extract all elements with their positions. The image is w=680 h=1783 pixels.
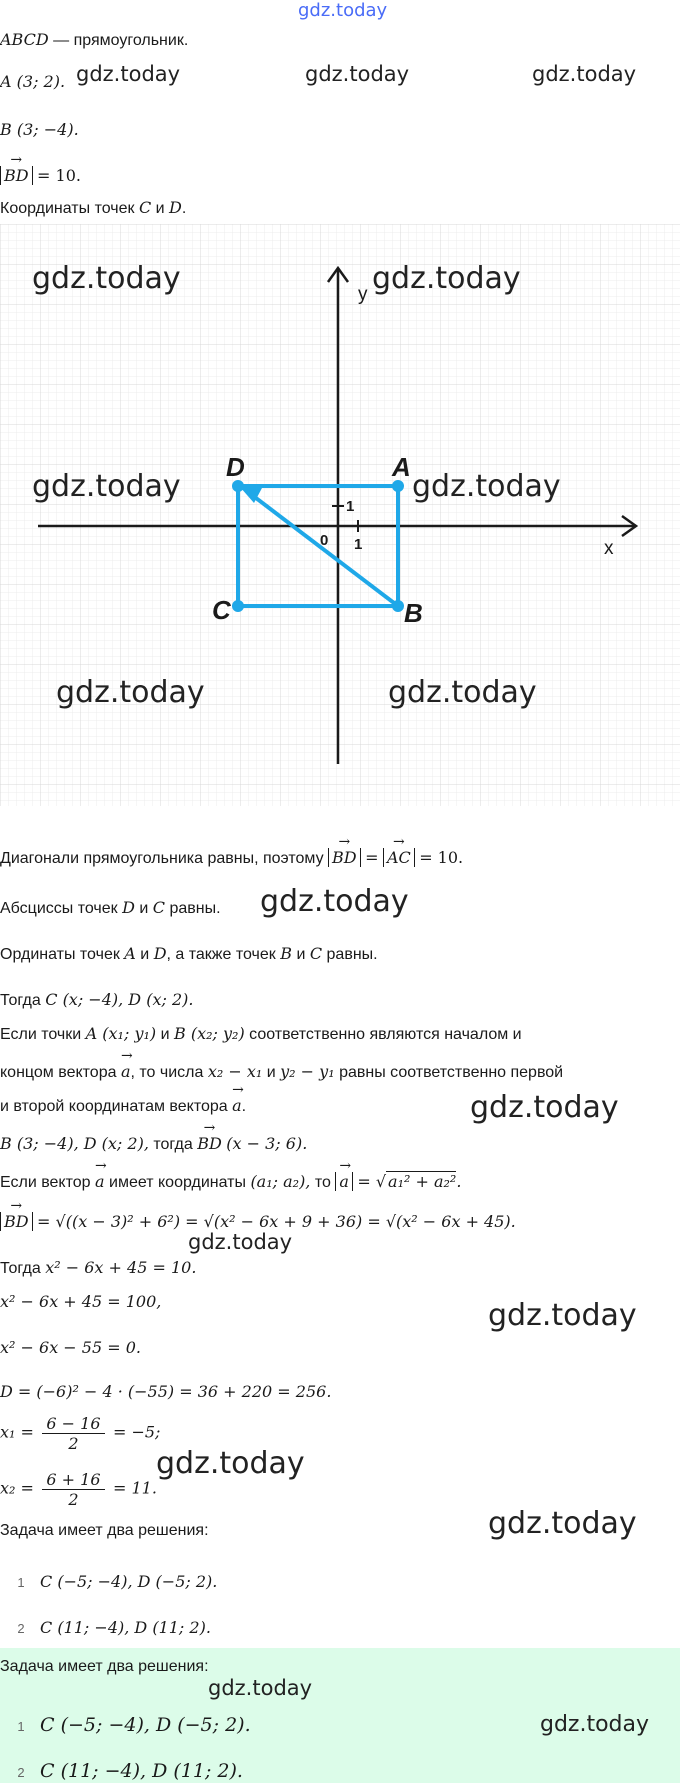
watermark: gdz.today xyxy=(56,675,205,710)
equation-2: x² − 6x + 45 = 100, xyxy=(0,1292,162,1311)
coordinate-graph xyxy=(0,224,680,806)
rule-line-1: Если точки A (x₁; y₁) и B (x₂; y₂) соответственно являются началом и xyxy=(0,1024,522,1043)
root-x1: x₁ = $\frac{6 - 16}{2}$ = −5; xyxy=(0,1414,161,1453)
equation-then: Тогда x² − 6x + 45 = 10. xyxy=(0,1258,197,1277)
watermark: gdz.today xyxy=(488,1506,637,1541)
point-c xyxy=(232,600,244,612)
answer-title: Задача имеет два решения: xyxy=(0,1658,209,1675)
watermark: gdz.today xyxy=(470,1090,619,1125)
watermark: gdz.today xyxy=(488,1298,637,1333)
origin-label: 0 xyxy=(320,532,329,549)
watermark: gdz.today xyxy=(188,1230,293,1254)
watermark: gdz.today xyxy=(372,261,521,296)
discriminant: D = (−6)² − 4 · (−55) = 36 + 220 = 256. xyxy=(0,1382,332,1401)
label-a: A xyxy=(392,452,411,482)
abscissa-line: Абсциссы точек D и C равны. xyxy=(0,898,221,917)
answer-block xyxy=(0,1648,680,1783)
watermark: gdz.today xyxy=(298,0,388,21)
watermark: gdz.today xyxy=(260,884,409,919)
label-b: B xyxy=(404,598,423,628)
watermark: gdz.today xyxy=(76,62,181,86)
grid xyxy=(0,224,680,806)
bd-expression: → BD = √((x − 3)² + 6²) = √(x² − 6x + 9 + 36) = √(x² − 6x + 45). xyxy=(0,1212,516,1232)
vector-length-rule: Если вектор → a имеет координаты (a₁; a₂), то → a = √ a₁² + a₂². xyxy=(0,1172,461,1192)
point-b xyxy=(392,600,404,612)
label-c: C xyxy=(212,595,231,625)
watermark: gdz.today xyxy=(532,62,637,86)
x-axis-label: x xyxy=(604,538,614,559)
x-tick-label: 1 xyxy=(354,536,363,553)
answer-item: 2 C (11; −4), D (11; 2). xyxy=(17,1760,243,1782)
label-d: D xyxy=(226,452,245,482)
watermark: gdz.today xyxy=(305,62,410,86)
watermark: gdz.today xyxy=(412,469,561,504)
watermark: gdz.today xyxy=(32,469,181,504)
watermark: gdz.today xyxy=(156,1446,305,1481)
y-tick-label: 1 xyxy=(346,498,355,515)
rect-definition: ABCD — прямоугольник. xyxy=(0,30,189,49)
rule-line-3: и второй координатам вектора → a. xyxy=(0,1096,246,1116)
solution-item: 1 C (−5; −4), D (−5; 2). xyxy=(17,1572,218,1591)
rule-line-2: концом вектора → a, то числа x₂ − x₁ и y₂ − y₁ равны соответственно первой xyxy=(0,1062,563,1082)
diagonals-line: Диагонали прямоугольника равны, поэтому → BD = → AC = 10. xyxy=(0,848,463,868)
solution-item: 2 C (11; −4), D (11; 2). xyxy=(17,1618,211,1637)
ordinate-line: Ординаты точек A и D, а также точек B и C равны. xyxy=(0,944,378,963)
bd-length: → BD = 10. xyxy=(0,166,81,186)
then-line: Тогда C (x; −4), D (x; 2). xyxy=(0,990,194,1009)
equation-3: x² − 6x − 55 = 0. xyxy=(0,1338,141,1357)
watermark: gdz.today xyxy=(540,1712,650,1737)
watermark: gdz.today xyxy=(388,675,537,710)
point-a: A (3; 2). xyxy=(0,72,66,91)
two-solutions-text: Задача имеет два решения: xyxy=(0,1522,209,1539)
bd-coords-line: B (3; −4), D (x; 2), тогда → BD (x − 3; 6). xyxy=(0,1134,307,1154)
root-x2: x₂ = $\frac{6 + 16}{2}$ = 11. xyxy=(0,1470,157,1509)
answer-item: 1 C (−5; −4), D (−5; 2). xyxy=(17,1714,251,1736)
find-text: Координаты точек C и D. xyxy=(0,198,187,217)
watermark: gdz.today xyxy=(32,261,181,296)
watermark: gdz.today xyxy=(208,1676,313,1700)
point-b: B (3; −4). xyxy=(0,120,79,139)
y-axis-label: y xyxy=(358,284,368,305)
